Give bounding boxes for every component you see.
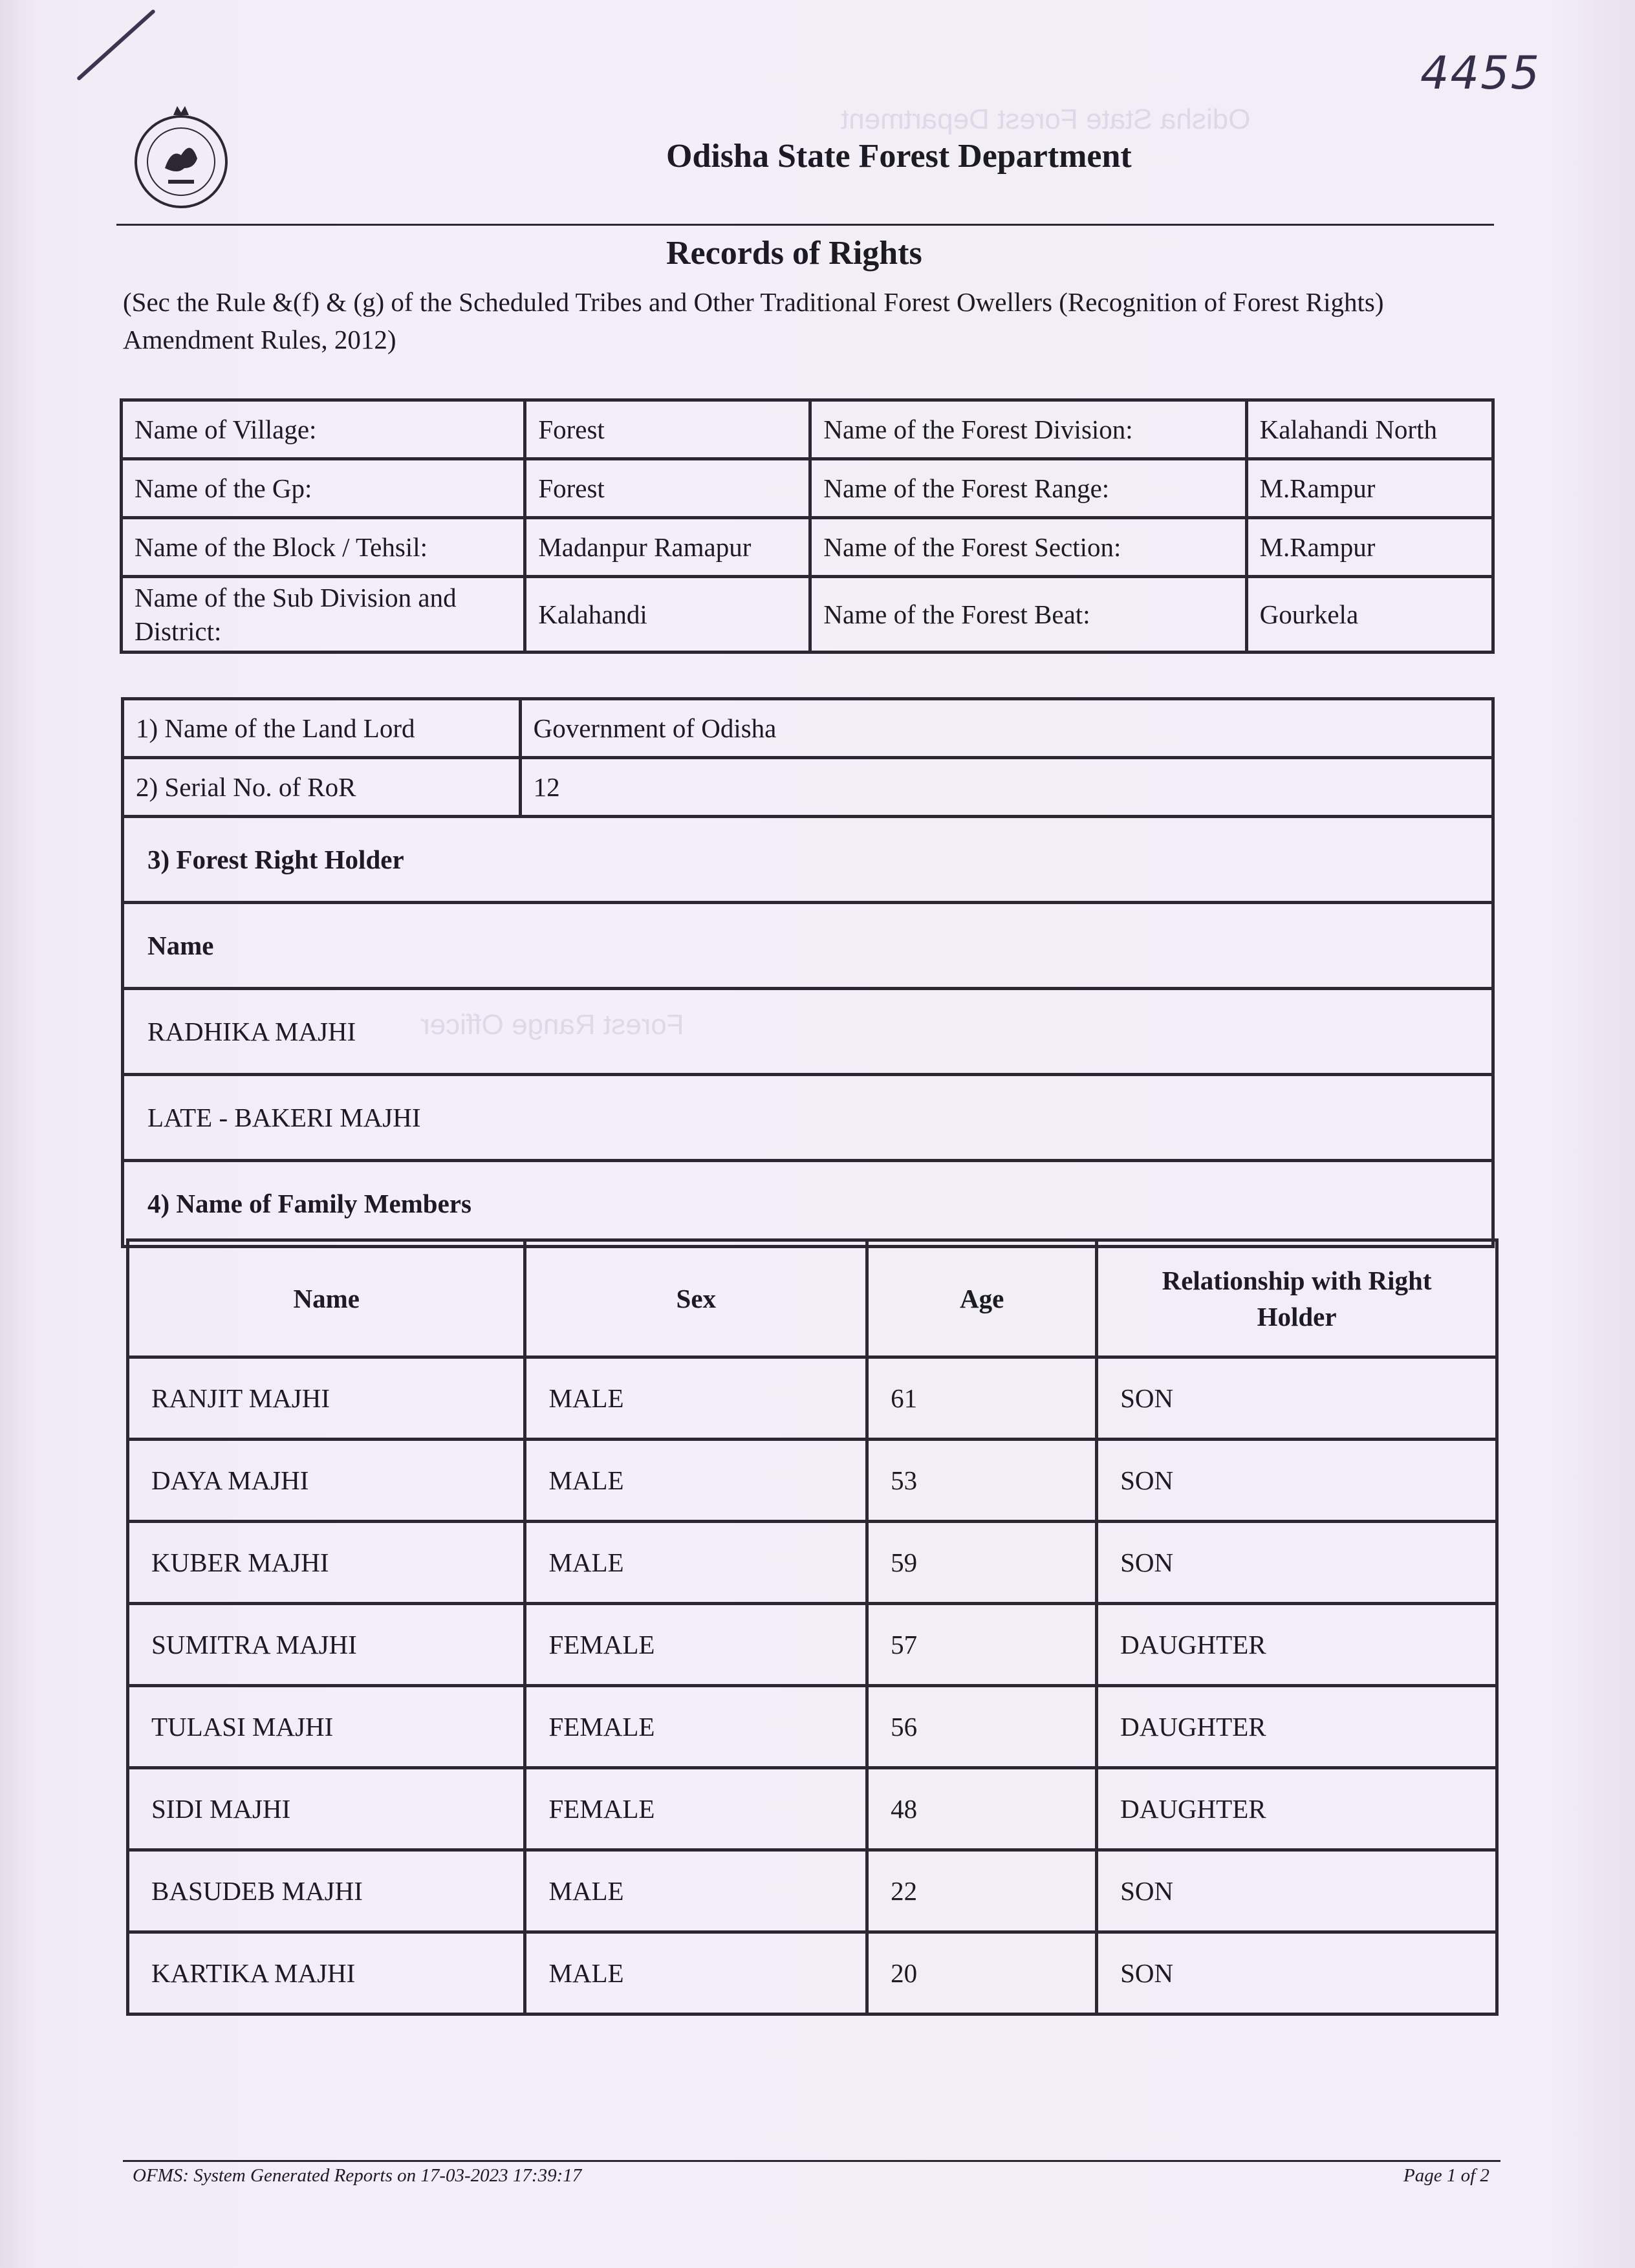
location-table: [120, 398, 1495, 654]
table-row: [123, 758, 1493, 817]
division-value: Kalahandi North: [1246, 400, 1493, 459]
member-name: TULASI MAJHI: [128, 1686, 525, 1768]
table-row: [122, 577, 1493, 653]
member-age: 22: [867, 1850, 1097, 1932]
table-header-row: [128, 1240, 1497, 1357]
member-age: 53: [867, 1440, 1097, 1522]
table-row: [128, 1604, 1497, 1686]
member-age: 61: [867, 1357, 1097, 1440]
section-value: M.Rampur: [1246, 518, 1493, 577]
village-label: Name of Village:: [122, 400, 525, 459]
table-row: [128, 1686, 1497, 1768]
table-row: [122, 459, 1493, 518]
member-sex: MALE: [525, 1932, 867, 2014]
member-name: RANJIT MAJHI: [128, 1357, 525, 1440]
family-heading: 4) Name of Family Members: [123, 1161, 1493, 1247]
block-value: Madanpur Ramapur: [525, 518, 810, 577]
table-row: [123, 1161, 1493, 1247]
member-sex: MALE: [525, 1850, 867, 1932]
landlord-value: Government of Odisha: [520, 699, 1493, 758]
handwritten-number: 4455: [1420, 47, 1541, 100]
table-row: [128, 1850, 1497, 1932]
holder-name: RADHIKA MAJHI: [123, 989, 1493, 1075]
gp-label: Name of the Gp:: [122, 459, 525, 518]
column-header-relationship: Relationship with Right Holder: [1097, 1240, 1497, 1357]
division-label: Name of the Forest Division:: [810, 400, 1246, 459]
footer-divider: [123, 2160, 1500, 2162]
member-relationship: DAUGHTER: [1097, 1768, 1497, 1850]
member-name: SIDI MAJHI: [128, 1768, 525, 1850]
range-value: M.Rampur: [1246, 459, 1493, 518]
gp-value: Forest: [525, 459, 810, 518]
landlord-label: 1) Name of the Land Lord: [123, 699, 521, 758]
name-heading: Name: [123, 903, 1493, 989]
member-name: DAYA MAJHI: [128, 1440, 525, 1522]
department-title: Odisha State Forest Department: [666, 138, 1132, 175]
member-age: 57: [867, 1604, 1097, 1686]
table-row: [128, 1768, 1497, 1850]
member-sex: FEMALE: [525, 1604, 867, 1686]
document-page: 4455 Odisha State Forest Department Records of Rights (Sec the Rule &(f) & (g) of the Scheduled Tribes and Other Traditional Forest Owellers (Recognition of Forest Rights) Amendment Rules, 2012) Odisha State Forest Department Forest Range Officer Name of Village: Forest Name of the Forest Division: Kalahandi North Name of the Gp: Forest Name of the Forest Range: M.Rampur Name of the Block / Tehsil: Madanpur Ramapur Name of the Forest Section: M.Rampur Name of the Sub Division and District: Kalahandi Name of the Forest Beat: Gourkela 1) Name of the Land Lord Government of Odisha 2) Serial No. of RoR 12 3) Forest Right Holder Name RADHIKA MAJHI LATE - BAKERI MAJHI 4) Name of Family Members Name Sex Age Relationship with Right Holder RANJIT MAJHI MALE 61 SON DAYA MAJHI MALE 53 SON KUBER MAJHI MALE 59 SON SUMITRA MAJHI FEMALE 57 DAUGHTER TULASI MAJHI FEMALE 56 DAUGHTER SIDI MAJHI FEMALE 48 DAUGHTER BASUDEB MAJHI MALE 22 SON KARTIKA MAJHI MALE 20 SON OFMS: System Generated Reports on 17-03-2023 17:39:17 Page 1 of 2: [0, 0, 1635, 2268]
holder-spouse: LATE - BAKERI MAJHI: [123, 1075, 1493, 1161]
member-name: KARTIKA MAJHI: [128, 1932, 525, 2014]
subdivision-value: Kalahandi: [525, 577, 810, 653]
member-relationship: DAUGHTER: [1097, 1604, 1497, 1686]
table-row: [128, 1357, 1497, 1440]
range-label: Name of the Forest Range:: [810, 459, 1246, 518]
serial-label: 2) Serial No. of RoR: [123, 758, 521, 817]
table-row: [123, 903, 1493, 989]
table-row: [128, 1932, 1497, 2014]
member-sex: MALE: [525, 1522, 867, 1604]
odisha-emblem-icon: [129, 97, 233, 213]
holder-heading: 3) Forest Right Holder: [123, 817, 1493, 903]
member-age: 59: [867, 1522, 1097, 1604]
page-number: Page 1 of 2: [1403, 2165, 1489, 2186]
table-row: [123, 1075, 1493, 1161]
member-name: KUBER MAJHI: [128, 1522, 525, 1604]
member-relationship: DAUGHTER: [1097, 1686, 1497, 1768]
family-members-table: [126, 1238, 1499, 2016]
member-name: SUMITRA MAJHI: [128, 1604, 525, 1686]
serial-value: 12: [520, 758, 1493, 817]
member-age: 20: [867, 1932, 1097, 2014]
member-name: BASUDEB MAJHI: [128, 1850, 525, 1932]
member-sex: FEMALE: [525, 1686, 867, 1768]
member-sex: MALE: [525, 1440, 867, 1522]
table-row: [123, 699, 1493, 758]
village-value: Forest: [525, 400, 810, 459]
table-row: [122, 518, 1493, 577]
header-divider: [116, 224, 1494, 226]
member-relationship: SON: [1097, 1357, 1497, 1440]
pen-slash-mark: [76, 9, 156, 81]
member-sex: MALE: [525, 1357, 867, 1440]
rule-reference: (Sec the Rule &(f) & (g) of the Scheduled Tribes and Other Traditional Forest Owellers (Recognition of Forest Rights) Amendment Rules, 2012): [123, 287, 1384, 354]
rights-detail-table: [121, 697, 1495, 1248]
table-row: [128, 1440, 1497, 1522]
subdivision-label: Name of the Sub Division and District:: [122, 577, 525, 653]
member-age: 48: [867, 1768, 1097, 1850]
table-row: [122, 400, 1493, 459]
beat-value: Gourkela: [1246, 577, 1493, 653]
generated-timestamp: OFMS: System Generated Reports on 17-03-2023 17:39:17: [133, 2165, 582, 2186]
table-row: [128, 1522, 1497, 1604]
section-label: Name of the Forest Section:: [810, 518, 1246, 577]
document-title: Records of Rights: [666, 235, 922, 272]
beat-label: Name of the Forest Beat:: [810, 577, 1246, 653]
member-relationship: SON: [1097, 1850, 1497, 1932]
column-header-name: Name: [128, 1240, 525, 1357]
member-relationship: SON: [1097, 1522, 1497, 1604]
member-sex: FEMALE: [525, 1768, 867, 1850]
member-relationship: SON: [1097, 1440, 1497, 1522]
block-label: Name of the Block / Tehsil:: [122, 518, 525, 577]
column-header-sex: Sex: [525, 1240, 867, 1357]
member-relationship: SON: [1097, 1932, 1497, 2014]
column-header-age: Age: [867, 1240, 1097, 1357]
table-row: [123, 817, 1493, 903]
table-row: [123, 989, 1493, 1075]
member-age: 56: [867, 1686, 1097, 1768]
